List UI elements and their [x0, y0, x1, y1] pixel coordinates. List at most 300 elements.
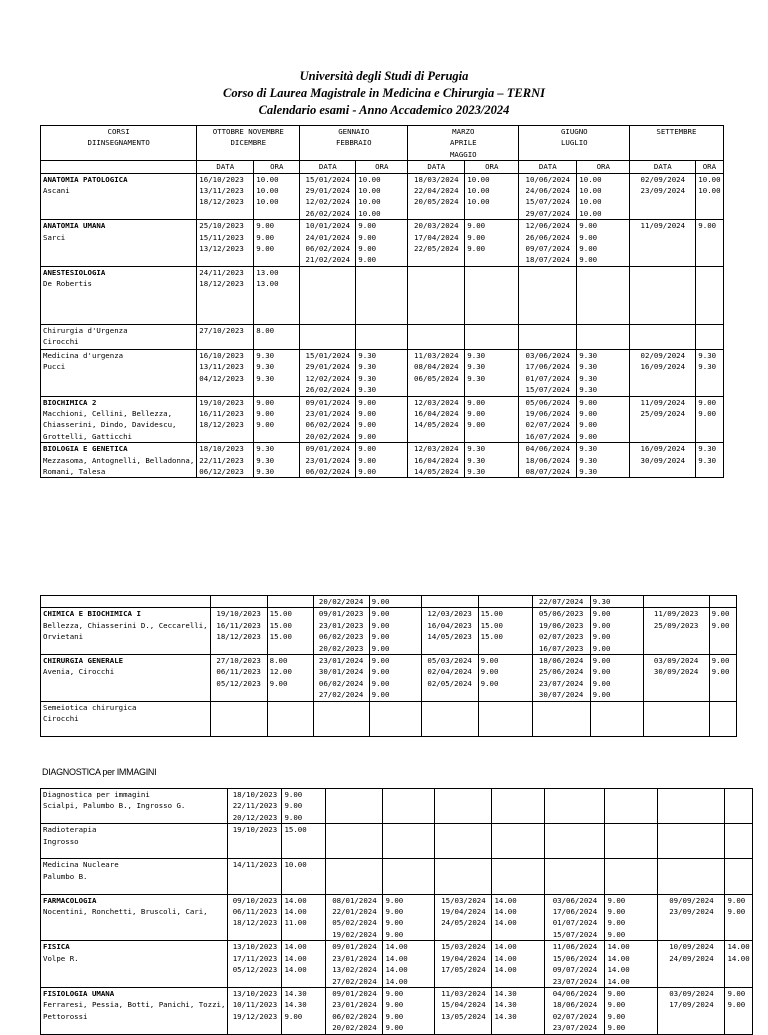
exam-date: 17/11/2023: [232, 953, 278, 963]
exam-date: 20/02/2024: [332, 1023, 377, 1033]
exam-time: 14.00: [607, 953, 630, 963]
course-cell: [41, 608, 211, 655]
exam-time-cell: [369, 608, 421, 655]
exam-date: 13/02/2024: [332, 965, 377, 975]
exam-time: 9.00: [358, 255, 377, 265]
exam-date-cell: [421, 655, 478, 702]
exam-date-cell: [643, 655, 709, 702]
exam-date: 21/02/2024: [305, 255, 351, 265]
exam-date-cell: [658, 789, 725, 824]
exam-time: 14.00: [727, 953, 750, 963]
exam-time: 9.00: [579, 420, 598, 430]
exam-time: 15.00: [480, 632, 503, 642]
exam-time-cell: [478, 701, 532, 736]
exam-time: 9.00: [256, 221, 275, 231]
exam-time: 9.00: [607, 1011, 626, 1021]
exam-time: 9.00: [467, 408, 486, 418]
exam-time: 9.00: [727, 988, 746, 998]
course-name: FISICA: [43, 942, 70, 952]
exam-time: 9.30: [358, 350, 377, 360]
exam-date-cell: [326, 859, 383, 894]
exam-time-cell: [577, 266, 630, 324]
exam-date: 03/09/2024: [653, 656, 699, 666]
exam-date-cell: [228, 894, 282, 941]
exam-time: 9.00: [256, 232, 275, 242]
course-cell: [41, 596, 211, 608]
exam-date: 16/10/2023: [199, 350, 244, 360]
exam-time: 9.00: [579, 255, 598, 265]
exam-date-cell: [630, 324, 696, 349]
course-teachers: Romani, Talesa: [43, 466, 106, 476]
exam-time: 9.30: [358, 362, 377, 372]
exam-time: 9.00: [467, 420, 486, 430]
exam-date: 02/04/2024: [427, 667, 472, 677]
exam-time-cell: [605, 859, 658, 894]
exam-date: 06/02/2024: [318, 678, 364, 688]
exam-time-cell: [356, 266, 408, 324]
exam-time: 9.00: [284, 1011, 303, 1021]
exam-time: 9.30: [579, 385, 598, 395]
exam-date: 27/10/2023: [199, 325, 244, 335]
exam-date-cell: [210, 596, 267, 608]
exam-time-cell: [725, 987, 752, 1034]
exam-time: 9.30: [358, 385, 377, 395]
exam-date-cell: [545, 987, 605, 1034]
exam-date: 24/05/2024: [441, 918, 486, 928]
course-cell: [41, 941, 228, 988]
exam-date: 13/12/2023: [199, 244, 244, 254]
exam-date: 11/06/2024: [552, 942, 598, 952]
exam-time: 9.00: [385, 1000, 404, 1010]
exam-date: 13/10/2023: [232, 942, 278, 952]
exam-date-cell: [300, 220, 356, 267]
exam-time-cell: [267, 701, 313, 736]
exam-date: 16/09/2024: [640, 444, 686, 454]
exam-time: 14.00: [494, 942, 517, 952]
course-teachers: Orvietani: [43, 632, 84, 642]
course-teachers: Nocentini, Ronchetti, Bruscoli, Cari,: [43, 907, 208, 917]
calendar-title: Calendario esami - Anno Accademico 2023/2024: [258, 103, 510, 117]
exam-date-cell: [326, 789, 383, 824]
exam-time: 8.00: [256, 325, 275, 335]
exam-date: 09/09/2024: [669, 895, 714, 905]
exam-date: 18/12/2023: [232, 918, 278, 928]
course-name: Radioterapia: [43, 825, 97, 835]
exam-date-cell: [519, 443, 577, 478]
exam-date: 27/10/2023: [216, 656, 261, 666]
exam-time: 15.00: [480, 620, 503, 630]
exam-time: 9.30: [579, 466, 598, 476]
col-corsi: CORSI DIINSEGNAMENTO: [41, 126, 197, 161]
exam-time: 9.30: [579, 362, 598, 372]
exam-time-cell: [356, 324, 408, 349]
exam-time: 8.00: [269, 656, 288, 666]
table-row: [41, 655, 737, 702]
exam-time: 12.00: [269, 667, 292, 677]
exam-time: 9.30: [256, 373, 275, 383]
exam-date-cell: [210, 701, 267, 736]
exam-date-cell: [421, 701, 478, 736]
exam-date-cell: [408, 324, 465, 349]
course-name: Medicina d'urgenza: [43, 350, 124, 360]
exam-time: 9.30: [698, 455, 717, 465]
exam-date: 22/04/2024: [414, 186, 459, 196]
exam-date-cell: [197, 266, 254, 324]
exam-time: 14.00: [284, 907, 307, 917]
exam-date-cell: [658, 859, 725, 894]
exam-date: 10/11/2023: [232, 1000, 278, 1010]
exam-date-cell: [532, 655, 590, 702]
exam-time: 10.00: [358, 197, 381, 207]
exam-time-cell: [383, 941, 435, 988]
exam-date-cell: [630, 349, 696, 396]
exam-date: 06/12/2023: [199, 466, 244, 476]
exam-date: 19/06/2023: [538, 620, 584, 630]
exam-time-cell: [383, 789, 435, 824]
exam-date-cell: [197, 396, 254, 443]
exam-date-cell: [197, 220, 254, 267]
exam-time-cell: [590, 608, 643, 655]
course-teachers: Pettorossi: [43, 1011, 88, 1021]
exam-date: 18/07/2024: [525, 255, 571, 265]
exam-time-cell: [492, 941, 545, 988]
exam-date: 09/01/2023: [318, 609, 364, 619]
course-cell: [41, 894, 228, 941]
exam-time-cell: [383, 894, 435, 941]
exam-time-cell: [267, 655, 313, 702]
exam-time: 9.00: [284, 790, 303, 799]
course-cell: [41, 220, 197, 267]
exam-date-cell: [545, 941, 605, 988]
exam-time: 9.30: [579, 444, 598, 454]
exam-time: 15.00: [269, 632, 292, 642]
exam-date: 30/09/2024: [640, 455, 686, 465]
exam-date: 12/02/2024: [305, 373, 351, 383]
exam-date: 01/07/2024: [552, 918, 598, 928]
exam-time: 9.30: [358, 373, 377, 383]
exam-date-cell: [643, 701, 709, 736]
exam-time: 9.00: [480, 678, 499, 688]
exam-time: 9.00: [385, 907, 404, 917]
exam-date: 25/06/2024: [538, 667, 584, 677]
table-row: [41, 824, 753, 859]
exam-date-cell: [197, 443, 254, 478]
exam-date-cell: [519, 349, 577, 396]
exam-time: 9.00: [579, 408, 598, 418]
exam-time-cell: [383, 824, 435, 859]
exam-date-cell: [228, 987, 282, 1034]
exam-date: 06/02/2024: [305, 244, 351, 254]
exam-date-cell: [519, 173, 577, 220]
table-row: [41, 608, 737, 655]
course-cell: [41, 701, 211, 736]
course-teachers: Avenia, Cirocchi: [43, 667, 115, 677]
exam-time: 14.00: [385, 942, 408, 952]
exam-time-cell: [492, 987, 545, 1034]
exam-time: 10.00: [579, 197, 602, 207]
exam-table-part1: [40, 125, 724, 478]
exam-date: 23/07/2024: [552, 1023, 598, 1033]
exam-time-cell: [577, 220, 630, 267]
exam-time-cell: [465, 349, 519, 396]
exam-date: 15/11/2023: [199, 232, 244, 242]
exam-date: 18/10/2023: [232, 790, 278, 799]
exam-date: 20/12/2023: [232, 812, 278, 822]
exam-time: 9.00: [467, 221, 486, 231]
exam-time-cell: [709, 608, 736, 655]
exam-time-cell: [356, 349, 408, 396]
exam-time: 9.00: [698, 408, 717, 418]
exam-time-cell: [369, 701, 421, 736]
exam-date: 16/07/2024: [525, 431, 571, 441]
exam-date-cell: [326, 894, 383, 941]
exam-time: 9.00: [467, 232, 486, 242]
course-teachers: Ascani: [43, 186, 70, 196]
exam-date-cell: [300, 443, 356, 478]
exam-date-cell: [408, 266, 465, 324]
exam-time: 9.00: [592, 620, 611, 630]
exam-time: 14.00: [284, 895, 307, 905]
exam-time: 14.00: [284, 942, 307, 952]
exam-time-cell: [696, 173, 723, 220]
exam-time-cell: [282, 789, 326, 824]
table-row: [41, 941, 753, 988]
course-teachers: Cirocchi: [43, 714, 79, 724]
exam-date: 02/09/2024: [640, 350, 686, 360]
exam-time: 14.00: [607, 976, 630, 986]
exam-date: 22/11/2023: [199, 455, 244, 465]
exam-date-cell: [228, 941, 282, 988]
exam-date: 30/01/2024: [318, 667, 364, 677]
course-teachers: Scialpi, Palumbo B., Ingrosso G.: [43, 801, 186, 811]
exam-date: 16/07/2023: [538, 643, 584, 653]
course-teachers: [43, 290, 194, 301]
exam-date: 15/07/2024: [552, 929, 598, 939]
exam-date: 19/10/2023: [199, 397, 244, 407]
exam-date: 15/04/2024: [441, 1000, 486, 1010]
exam-time-cell: [709, 596, 736, 608]
exam-time-cell: [605, 894, 658, 941]
exam-date: 03/06/2024: [552, 895, 598, 905]
exam-date-cell: [630, 266, 696, 324]
exam-date: 18/06/2024: [538, 656, 584, 666]
exam-time: 9.00: [579, 431, 598, 441]
exam-date: 05/12/2023: [216, 678, 261, 688]
exam-date: 23/01/2024: [332, 1000, 377, 1010]
exam-time: 14.30: [494, 988, 517, 998]
exam-time: 14.30: [284, 988, 307, 998]
exam-time-cell: [478, 608, 532, 655]
exam-time-cell: [696, 324, 723, 349]
exam-time: 9.00: [607, 988, 626, 998]
exam-time: 10.00: [698, 174, 721, 184]
exam-time: 9.00: [358, 455, 377, 465]
exam-time-cell: [577, 349, 630, 396]
exam-date: 13/05/2024: [441, 1011, 486, 1021]
exam-date: 16/04/2024: [414, 455, 459, 465]
exam-date-cell: [658, 941, 725, 988]
exam-time: 14.00: [385, 976, 408, 986]
exam-date-cell: [545, 859, 605, 894]
section-title: DIAGNOSTICA per IMMAGINI: [42, 767, 157, 777]
exam-date: 24/11/2023: [199, 267, 244, 277]
exam-time-cell: [577, 443, 630, 478]
exam-date: 19/10/2023: [216, 609, 261, 619]
exam-date: 20/05/2024: [414, 197, 459, 207]
exam-time: 9.30: [579, 373, 598, 383]
course-name: ANATOMIA PATOLOGICA: [43, 174, 128, 184]
exam-time: 9.30: [467, 350, 486, 360]
course-name: ANATOMIA UMANA: [43, 221, 106, 231]
exam-time: 9.00: [358, 397, 377, 407]
exam-time: 9.00: [579, 244, 598, 254]
exam-date: 16/04/2024: [414, 408, 459, 418]
exam-date: 14/05/2023: [427, 632, 472, 642]
exam-time: 10.00: [358, 174, 381, 184]
data-ora-header-row: DATA ORA DATA ORA DATA ORA DATA ORA DATA ORA: [41, 161, 724, 173]
exam-date-cell: [532, 596, 590, 608]
exam-time-cell: [590, 655, 643, 702]
exam-date: 03/06/2024: [525, 350, 571, 360]
exam-date: 14/05/2024: [414, 420, 459, 430]
exam-date-cell: [210, 608, 267, 655]
exam-time: 14.00: [494, 953, 517, 963]
exam-time-cell: [590, 701, 643, 736]
exam-date-cell: [421, 608, 478, 655]
exam-time-cell: [254, 349, 300, 396]
exam-time: 9.00: [385, 1011, 404, 1021]
exam-date-cell: [197, 349, 254, 396]
exam-time-cell: [369, 596, 421, 608]
exam-time-cell: [605, 941, 658, 988]
exam-date-cell: [313, 701, 369, 736]
course-teachers: Pucci: [43, 362, 66, 372]
exam-date-cell: [228, 824, 282, 859]
exam-time: 9.30: [256, 455, 275, 465]
exam-date-cell: [408, 443, 465, 478]
exam-date-cell: [630, 443, 696, 478]
exam-date: 06/02/2024: [332, 1011, 377, 1021]
exam-time: 9.00: [358, 466, 377, 476]
exam-time: 9.00: [256, 244, 275, 254]
course-cell: [41, 396, 197, 443]
exam-date: 09/01/2024: [332, 942, 377, 952]
exam-date: 13/11/2023: [199, 362, 244, 372]
exam-time: 10.00: [467, 174, 490, 184]
exam-time: 9.00: [358, 431, 377, 441]
exam-time: 14.00: [607, 965, 630, 975]
course-teachers: Volpe R.: [43, 953, 79, 963]
exam-time: 10.00: [358, 208, 381, 218]
exam-time: 9.00: [607, 1023, 626, 1033]
exam-time: 9.00: [592, 667, 611, 677]
exam-time-cell: [465, 443, 519, 478]
exam-date-cell: [532, 608, 590, 655]
exam-date: 09/07/2024: [552, 965, 598, 975]
exam-date: 18/10/2023: [199, 444, 244, 454]
exam-date: 15/03/2024: [441, 942, 486, 952]
exam-date-cell: [408, 173, 465, 220]
exam-date: 06/05/2024: [414, 373, 459, 383]
exam-date-cell: [408, 349, 465, 396]
exam-time: 9.30: [256, 362, 275, 372]
exam-time: 9.00: [371, 620, 390, 630]
exam-time-cell: [254, 220, 300, 267]
exam-time: 9.00: [371, 597, 390, 606]
exam-time-cell: [356, 443, 408, 478]
exam-time-cell: [577, 324, 630, 349]
table-row: [41, 220, 724, 267]
exam-time-cell: [725, 894, 752, 941]
exam-date-cell: [519, 220, 577, 267]
exam-date: 16/09/2024: [640, 362, 686, 372]
course-teachers: Mezzasoma, Antognelli, Belladonna,: [43, 455, 195, 465]
exam-date-cell: [300, 173, 356, 220]
exam-date: 27/02/2024: [332, 976, 377, 986]
exam-time: 14.30: [494, 1000, 517, 1010]
exam-date-cell: [643, 608, 709, 655]
exam-time-cell: [696, 396, 723, 443]
exam-date-cell: [435, 824, 492, 859]
exam-date-cell: [435, 894, 492, 941]
col-marzo-maggio: MARZO APRILE MAGGIO: [408, 126, 519, 161]
exam-time: 10.00: [579, 186, 602, 196]
exam-date: 26/02/2024: [305, 208, 351, 218]
exam-time-cell: [282, 941, 326, 988]
exam-time: 14.00: [284, 965, 307, 975]
exam-date: 16/11/2023: [199, 408, 244, 418]
exam-date: 08/04/2024: [414, 362, 459, 372]
exam-time-cell: [605, 987, 658, 1034]
exam-time: 9.00: [371, 643, 390, 653]
course-teachers: [43, 724, 208, 735]
exam-date: 06/02/2024: [305, 466, 351, 476]
exam-date-cell: [197, 324, 254, 349]
exam-time-cell: [492, 789, 545, 824]
exam-time: 9.00: [284, 812, 303, 822]
exam-time: 9.00: [269, 678, 288, 688]
exam-time: 9.00: [698, 397, 717, 407]
exam-time-cell: [254, 396, 300, 443]
exam-date-cell: [435, 789, 492, 824]
course-teachers: [43, 847, 225, 858]
exam-date-cell: [630, 173, 696, 220]
col-settembre: SETTEMBRE: [630, 126, 723, 161]
exam-date: 09/10/2023: [232, 895, 278, 905]
exam-time: 9.00: [371, 690, 390, 700]
exam-date-cell: [545, 789, 605, 824]
exam-time: 9.00: [592, 632, 611, 642]
table-row: [41, 789, 753, 824]
exam-time-cell: [492, 894, 545, 941]
course-cell: [41, 173, 197, 220]
exam-time-cell: [254, 173, 300, 220]
exam-time: 9.00: [592, 609, 611, 619]
exam-date: 11/09/2024: [640, 221, 686, 231]
exam-time: 9.30: [698, 362, 717, 372]
exam-time: 10.00: [467, 197, 490, 207]
exam-date-cell: [313, 596, 369, 608]
exam-time: 13.00: [256, 267, 279, 277]
exam-time: 9.00: [358, 420, 377, 430]
exam-time: 14.00: [494, 965, 517, 975]
exam-date: 15/01/2024: [305, 350, 351, 360]
exam-date: 10/01/2024: [305, 221, 351, 231]
exam-time: 9.00: [371, 656, 390, 666]
exam-date: 23/01/2023: [318, 620, 364, 630]
exam-time: 9.00: [284, 801, 303, 811]
course-name: [43, 596, 208, 607]
